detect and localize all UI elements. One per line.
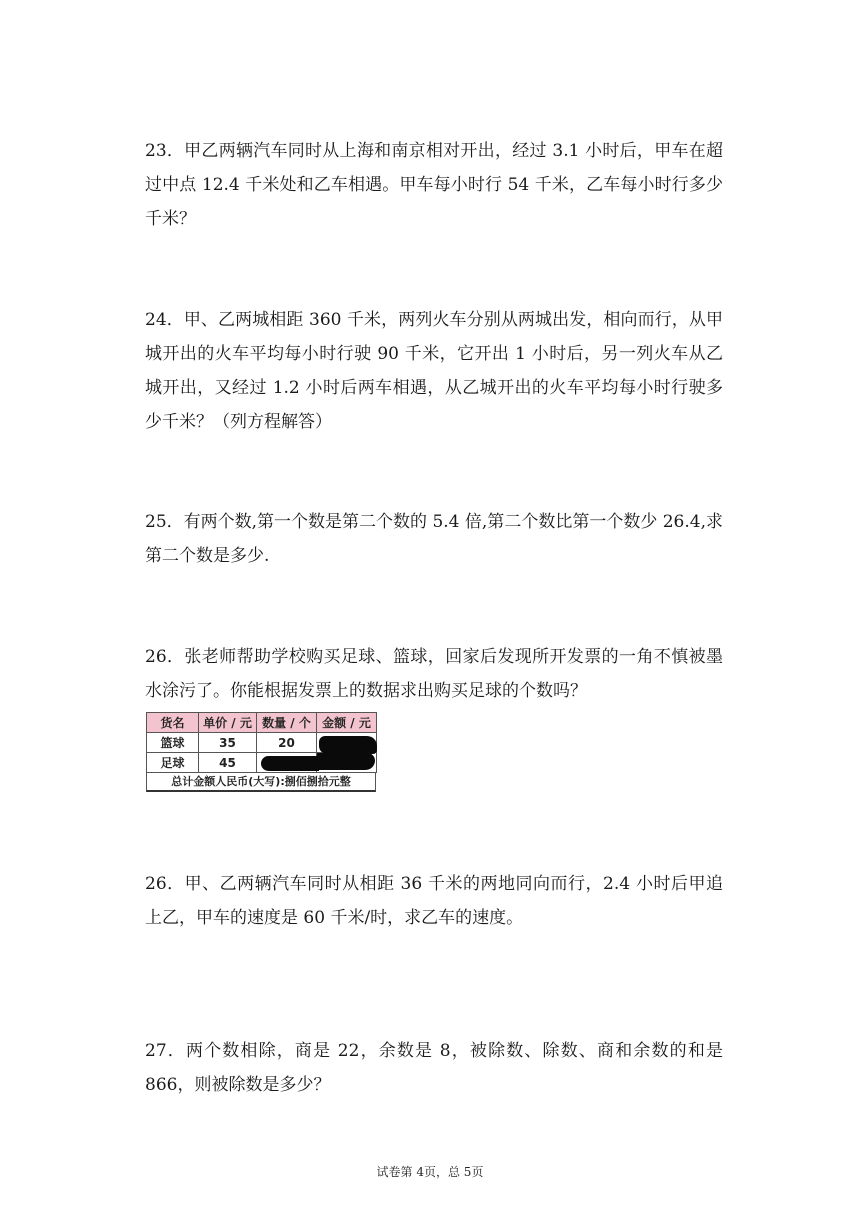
- invoice-total: 总计金额人民币(大写):捌佰捌拾元整: [146, 773, 376, 792]
- ink-blot: [319, 736, 377, 754]
- invoice-cell-item: 篮球: [147, 733, 199, 753]
- question-25: 25．有两个数,第一个数是第二个数的 5.4 倍,第二个数比第一个数少 26.4,求第二个数是多少.: [145, 512, 723, 566]
- ink-blot: [261, 756, 319, 771]
- invoice-image: [146, 712, 376, 790]
- invoice-header-price: 单价 / 元: [199, 713, 257, 733]
- invoice-cell-price: 35: [199, 733, 257, 753]
- invoice-header-amount: 金额 / 元: [317, 713, 377, 733]
- invoice-cell-quantity: [257, 753, 317, 773]
- invoice-table: [146, 712, 377, 773]
- question-23: 23．甲乙两辆汽车同时从上海和南京相对开出，经过 3.1 小时后，甲车在超过中点 12.4 千米处和乙车相遇。甲车每小时行 54 千米，乙车每小时行多少千米？: [145, 141, 723, 229]
- invoice-row-football: [147, 753, 377, 773]
- invoice-cell-price: 45: [199, 753, 257, 773]
- invoice-header-row: [147, 713, 377, 733]
- invoice-cell-item: 足球: [147, 753, 199, 773]
- question-26-invoice: 26．张老师帮助学校购买足球、篮球，回家后发现所开发票的一角不慎被墨水涂污了。你能根据发票上的数据求出购买足球的个数吗？: [145, 647, 723, 701]
- question-27: 27．两个数相除，商是 22，余数是 8，被除数、除数、商和余数的和是 866，则被除数是多少？: [145, 1041, 723, 1095]
- invoice-header-quantity: 数量 / 个: [257, 713, 317, 733]
- invoice-cell-amount: [317, 733, 377, 753]
- question-26-cars: 26．甲、乙两辆汽车同时从相距 36 千米的两地同向而行，2.4 小时后甲追上乙，甲车的速度是 60 千米/时，求乙车的速度。: [145, 874, 723, 928]
- invoice-cell-amount: [317, 753, 377, 773]
- invoice-row-basketball: [147, 733, 377, 753]
- question-24: 24．甲、乙两城相距 360 千米，两列火车分别从两城出发，相向而行，从甲城开出的火车平均每小时行驶 90 千米，它开出 1 小时后，另一列火车从乙城开出，又经过 1.2 小时后两车相遇，从乙城开出的火车平均每小时行驶多少千米？（列方程解答）: [145, 310, 723, 432]
- invoice-header-item: 货名: [147, 713, 199, 733]
- ink-blot: [317, 753, 375, 770]
- page-footer: 试卷第 4页，总 5页: [376, 1165, 484, 1179]
- invoice-cell-quantity: 20: [257, 733, 317, 753]
